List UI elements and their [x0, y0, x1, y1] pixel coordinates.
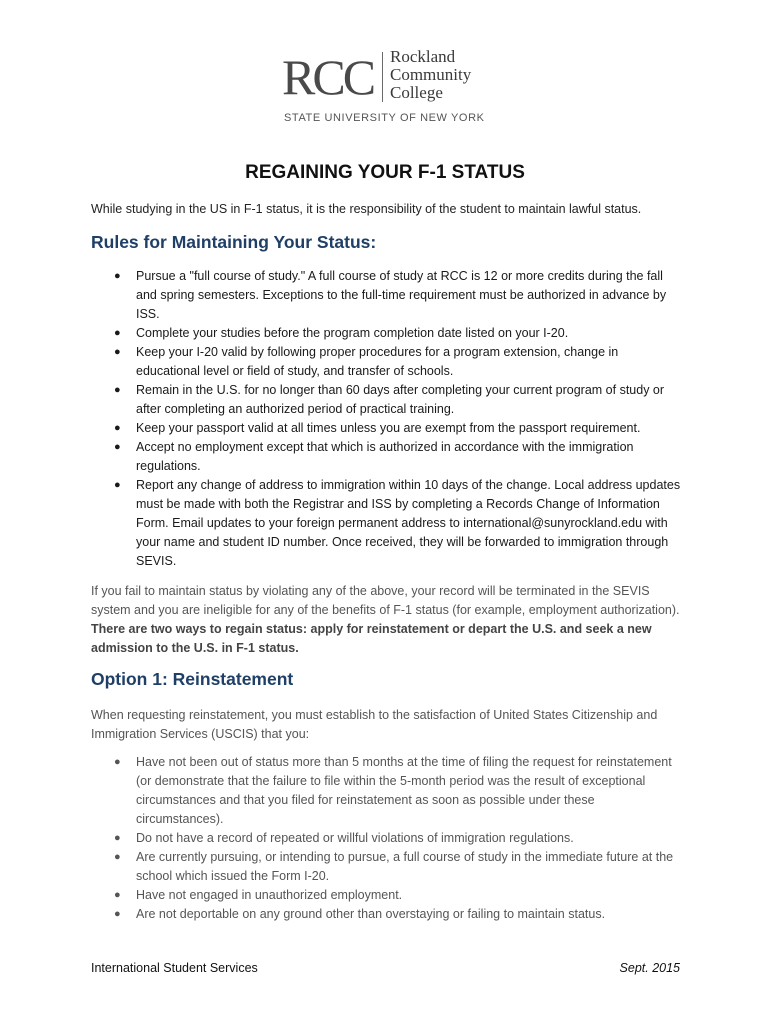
bullet-icon: ● [114, 346, 121, 358]
bullet-icon: ● [114, 851, 121, 863]
rules-heading: Rules for Maintaining Your Status: [91, 232, 377, 252]
bullet-icon: ● [114, 889, 121, 901]
document-title: REGAINING YOUR F-1 STATUS [245, 162, 525, 183]
bullet-icon: ● [114, 327, 121, 339]
bullet-icon: ● [114, 441, 121, 453]
rules-list-item: ● Complete your studies before the program completion date listed on your I-20. [114, 324, 682, 343]
rules-list-item: ● Remain in the U.S. for no longer than 60 days after completing your current program of study or after completing an authorized period of practical training. [114, 383, 665, 416]
college-logo [282, 44, 492, 128]
fail-status-text: If you fail to maintain status by violating any of the above, your record will be terminated in the SEVIS system and you are ineligible for any of the benefits of F-1 status (for example, employment authorization). [91, 584, 680, 617]
reinstatement-list [114, 753, 682, 924]
bullet-icon: ● [114, 832, 121, 844]
reinstatement-list-item: ● Are not deportable on any ground other than overstaying or failing to maintain status. [114, 905, 682, 924]
rules-list-item: ● Pursue a "full course of study." A full course of study at RCC is 12 or more credits during the fall and spring semesters. Exceptions to the full-time requirement must be authorized in advance by ISS. [114, 269, 667, 321]
reinstatement-list-item: ● Are currently pursuing, or intending to pursue, a full course of study in the immediate future at the school which issued the Form I-20. [114, 850, 674, 883]
reinstatement-list-item: ● Have not been out of status more than 5 months at the time of filing the request for reinstatement (or demonstrate that the failure to file within the 5-month period was the result of exceptional circumstances and that you filed for reinstatement as soon as possible under these circumstances). [114, 755, 672, 826]
logo-mark: RCC [282, 49, 374, 105]
bullet-icon: ● [114, 422, 121, 434]
logo-name-line2: Community [390, 65, 472, 84]
rules-list-item: ● Keep your passport valid at all times unless you are exempt from the passport requirement. [114, 419, 682, 438]
option1-intro: When requesting reinstatement, you must establish to the satisfaction of United States Citizenship and Immigration Services (USCIS) that you: [91, 708, 658, 741]
rules-list [114, 267, 682, 571]
bullet-icon: ● [114, 479, 121, 491]
rules-list-item: ● Keep your I-20 valid by following proper procedures for a program extension, change in educational level or field of study, and transfer of schools. [114, 345, 619, 378]
rules-list-item: ● Accept no employment except that which is authorized in accordance with the immigration regulations. [114, 440, 634, 473]
bullet-icon: ● [114, 756, 121, 768]
reinstatement-list-item: ● Do not have a record of repeated or willful violations of immigration regulations. [114, 829, 682, 848]
footer-department: International Student Services [91, 961, 258, 975]
intro-text: While studying in the US in F-1 status, it is the responsibility of the student to maintain lawful status. [91, 202, 642, 216]
logo-name [390, 48, 471, 102]
logo-name-line1: Rockland [390, 47, 456, 66]
rules-list-item: ● Report any change of address to immigration within 10 days of the change. Local address updates must be made with both the Registrar and ISS by completing a Records Change of Information Form. Email updates to your foreign permanent address to international@sunyrockland.edu with your name and student ID number. Once received, they will be forwarded to immigration through SEVIS. [114, 478, 681, 568]
logo-divider [382, 52, 383, 102]
option1-heading: Option 1: Reinstatement [91, 669, 294, 689]
logo-tagline: STATE UNIVERSITY OF NEW YORK [284, 112, 485, 124]
fail-status-bold-text: There are two ways to regain status: apply for reinstatement or depart the U.S. and seek a new admission to the U.S. in F-1 status. [91, 622, 652, 655]
bullet-icon: ● [114, 384, 121, 396]
reinstatement-list-item: ● Have not engaged in unauthorized employment. [114, 886, 682, 905]
bullet-icon: ● [114, 908, 121, 920]
fail-status-paragraph [91, 582, 681, 658]
bullet-icon: ● [114, 270, 121, 282]
footer-date: Sept. 2015 [619, 961, 680, 975]
logo-name-line3: College [390, 83, 443, 102]
